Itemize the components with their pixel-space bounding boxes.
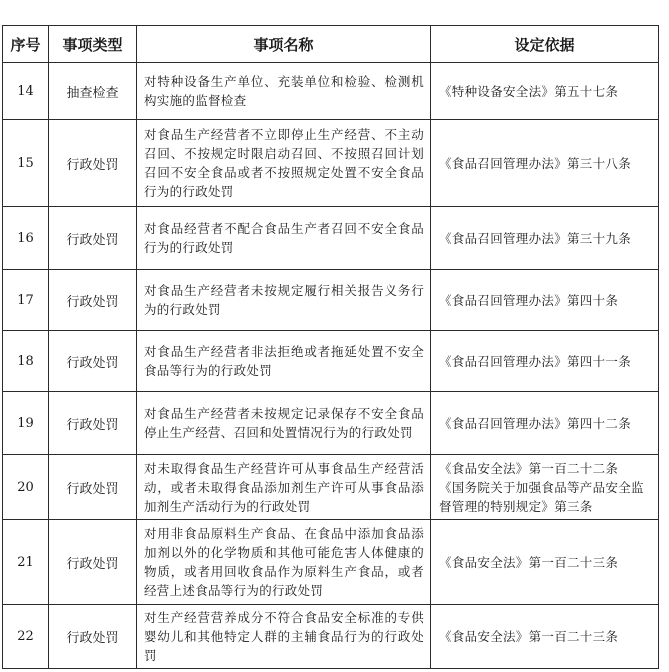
cell-name: 对生产经营营养成分不符合食品安全标准的专供婴幼儿和其他特定人群的主辅食品行为的行政处罚 [137,605,431,669]
cell-no: 17 [3,270,49,331]
cell-name: 对食品生产经营者非法拒绝或者拖延处置不安全食品等行为的行政处罚 [137,331,431,392]
cell-name: 对用非食品原料生产食品、在食品中添加食品添加剂以外的化学物质和其他可能危害人体健康的物质，或者用回收食品作为原料生产食品，或者经营上述食品等行为的行政处罚 [137,520,431,605]
basis-line: 《食品召回管理办法》第四十二条 [439,415,632,431]
basis-line: 《特种设备安全法》第五十七条 [439,83,619,99]
cell-no: 20 [3,455,49,520]
cell-no: 22 [3,605,49,669]
table-row [3,455,659,520]
table-row [3,392,659,455]
basis-line: 《国务院关于加强食品等产品安全监督管理的特别规定》第三条 [439,479,644,514]
cell-basis [431,455,659,520]
cell-basis [431,207,659,270]
table-row [3,63,659,120]
cell-type: 行政处罚 [49,392,137,455]
cell-no: 19 [3,392,49,455]
cell-basis [431,520,659,605]
cell-no: 14 [3,63,49,120]
table-row [3,270,659,331]
basis-line: 《食品安全法》第一百二十三条 [439,554,619,570]
table-row [3,331,659,392]
cell-type: 抽查检查 [49,63,137,120]
cell-type: 行政处罚 [49,331,137,392]
cell-name: 对特种设备生产单位、充装单位和检验、检测机构实施的监督检查 [137,63,431,120]
table-row [3,120,659,207]
basis-line: 《食品召回管理办法》第三十九条 [439,230,632,246]
basis-line: 《食品安全法》第一百二十二条 [439,460,619,476]
basis-line: 《食品召回管理办法》第四十一条 [439,353,632,369]
cell-basis [431,331,659,392]
cell-basis [431,270,659,331]
cell-basis [431,120,659,207]
cell-no: 18 [3,331,49,392]
cell-name: 对食品经营者不配合食品生产者召回不安全食品行为的行政处罚 [137,207,431,270]
cell-name: 对食品生产经营者不立即停止生产经营、不主动召回、不按规定时限启动召回、不按照召回计划召回不安全食品或者不按照规定处置不安全食品行为的行政处罚 [137,120,431,207]
cell-basis [431,392,659,455]
table-row [3,605,659,669]
cell-no: 21 [3,520,49,605]
table-body [3,63,659,669]
basis-line: 《食品安全法》第一百二十三条 [439,629,619,644]
cell-name: 对食品生产经营者未按规定履行相关报告义务行为的行政处罚 [137,270,431,331]
cell-basis [431,605,659,669]
cell-name: 对未取得食品生产经营许可从事食品生产经营活动，或者未取得食品添加剂生产许可从事食品添加剂生产活动行为的行政处罚 [137,455,431,520]
table-row [3,520,659,605]
cell-type: 行政处罚 [49,270,137,331]
cell-type: 行政处罚 [49,520,137,605]
basis-line: 《食品召回管理办法》第三十八条 [439,155,632,171]
cell-type: 行政处罚 [49,605,137,669]
basis-line: 《食品召回管理办法》第四十条 [439,292,619,308]
table-header-row [3,26,659,63]
header-no: 序号 [3,26,49,63]
table-row [3,207,659,270]
cell-no: 16 [3,207,49,270]
cell-type: 行政处罚 [49,120,137,207]
header-basis: 设定依据 [431,26,659,63]
items-table [2,25,659,669]
header-type: 事项类型 [49,26,137,63]
cell-basis [431,63,659,120]
header-name: 事项名称 [137,26,431,63]
cell-type: 行政处罚 [49,207,137,270]
cell-type: 行政处罚 [49,455,137,520]
cell-name: 对食品生产经营者未按规定记录保存不安全食品停止生产经营、召回和处置情况行为的行政处罚 [137,392,431,455]
cell-no: 15 [3,120,49,207]
